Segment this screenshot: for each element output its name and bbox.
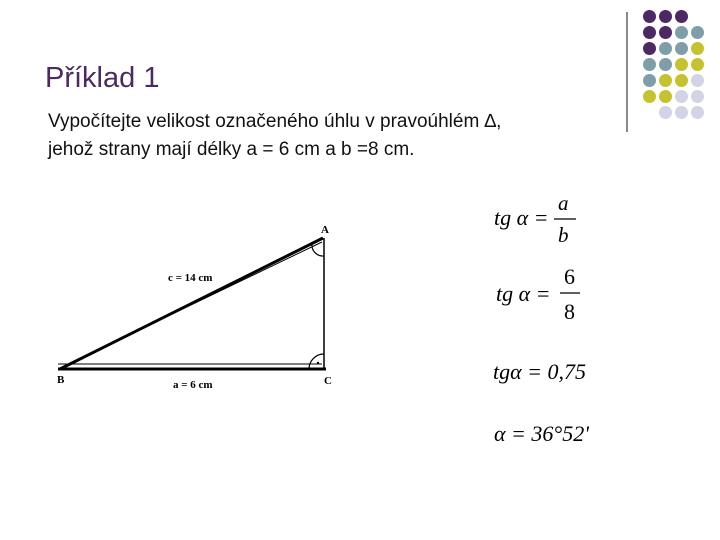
angle-arc-c: [309, 354, 324, 369]
vertex-c-label: C: [324, 375, 332, 387]
eq1-lhs: tg α =: [494, 205, 549, 230]
equation-4: α = 36°52': [494, 421, 589, 446]
right-triangle: [58, 238, 326, 369]
vertex-b-label: B: [57, 374, 65, 386]
equation-1: [494, 191, 576, 247]
hypotenuse-length-label: c = 14 cm: [168, 272, 213, 284]
vertex-a-label: A: [321, 224, 329, 236]
hypotenuse-line-inner: [64, 242, 322, 366]
eq2-numerator: 6: [564, 264, 575, 289]
problem-line-2: jehož strany mají délky a = 6 cm a b =8 cm.: [48, 139, 415, 160]
slide-title: Příklad 1: [45, 62, 160, 94]
angle-dot-c: [317, 362, 319, 364]
equation-3: tgα = 0,75: [493, 359, 587, 384]
equation-2: [496, 264, 580, 324]
problem-line-1: Vypočítejte velikost označeného úhlu v pravoúhlém ∆,: [48, 111, 502, 132]
eq1-numerator: a: [558, 191, 569, 215]
eq2-denominator: 8: [564, 299, 575, 324]
eq2-lhs: tg α =: [496, 281, 551, 306]
base-length-label: a = 6 cm: [173, 379, 213, 391]
eq1-denominator: b: [558, 223, 569, 247]
